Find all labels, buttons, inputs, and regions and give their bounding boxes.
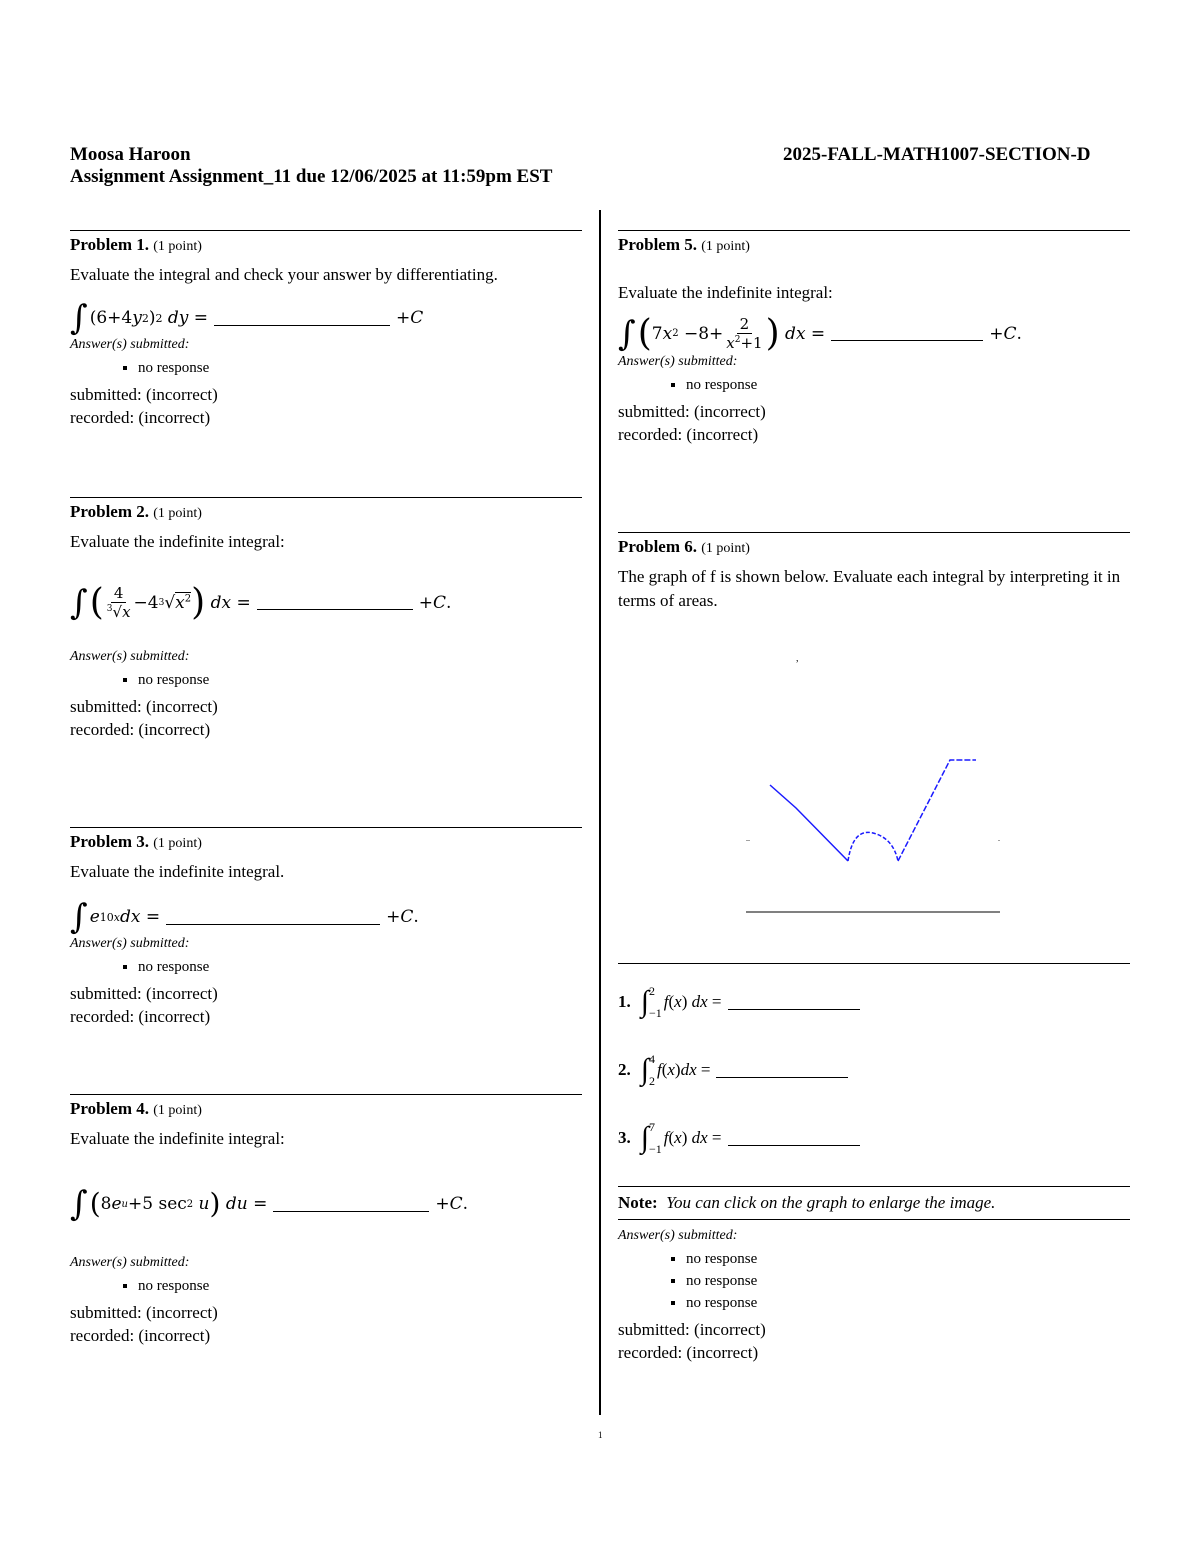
integral-part-2: 2. ∫ 4 2 f ( x ) dx = [618,1036,1130,1104]
problem-title: Problem 6. [618,537,698,556]
problem-5 [618,230,1130,532]
answer-blank[interactable] [214,311,390,326]
integral-expression: ∫ ( 7 x 2 −8+ $\frac{2}{x^2+1}$ ) dx = + C . [618,312,1022,354]
integral-expression: ∫ ( $\frac{4}{^3√x}$ −4 3 √ $x^2$ ) dx = + C . [70,581,452,623]
answers-label: Answer(s) submitted: [618,1228,738,1243]
answer-blank[interactable] [166,910,380,925]
submitted-status: submitted: (incorrect) [618,1320,766,1339]
lower-limit: 2 [648,1074,655,1088]
submitted-status: submitted: (incorrect) [70,1303,218,1322]
response-item: ▪ no response [686,1270,1130,1292]
lower-limit: −1 [648,1142,662,1156]
graph-semicircle [848,832,898,861]
assignment-title: Assignment Assignment_11 due 12/06/2025 at 11:59pm EST [70,166,553,187]
answer-blank[interactable] [728,995,860,1010]
course-id: 2025-FALL-MATH1007-SECTION-D [783,144,1091,165]
points: (1 point) [701,239,750,254]
problem-text: Evaluate the integral and check your answer by differentiating. [70,265,498,284]
response-item: ▪ no response [686,1292,1130,1314]
problem-text: Evaluate the indefinite integral. [70,862,285,881]
recorded-status: recorded: (incorrect) [70,720,211,739]
note-label: Note: [618,1193,658,1212]
problem-6 [618,532,1130,1364]
response-item: ▪ no response [138,669,582,691]
problem-title: Problem 2. [70,502,150,521]
upper-limit: 7 [648,1120,655,1134]
graph-artifact-mark: , [796,653,799,664]
recorded-status: recorded: (incorrect) [70,408,211,427]
problem-3 [70,827,582,1094]
problem-text: The graph of f is shown below. Evaluate each integral by interpreting it in terms of areas. [618,567,1121,610]
column-divider [599,210,601,1415]
response-item: ▪ no response [686,374,1130,396]
note [618,1186,1130,1220]
answer-blank[interactable] [728,1131,860,1146]
answer-blank[interactable] [273,1197,429,1212]
submitted-status: submitted: (incorrect) [70,984,218,1003]
integral-expression: ∫ (6+4 y 2 ) 2 dy = + C [70,298,424,338]
integral-parts [618,963,1130,1172]
answer-blank[interactable] [716,1063,848,1078]
upper-limit: 2 [648,984,655,998]
problem-1 [70,230,582,497]
problem-title: Problem 4. [70,1099,150,1118]
function-graph[interactable] [618,613,1130,953]
problem-text: Evaluate the indefinite integral: [70,1129,285,1148]
answers-label: Answer(s) submitted: [618,354,738,369]
answers-label: Answer(s) submitted: [70,649,190,664]
recorded-status: recorded: (incorrect) [70,1007,211,1026]
response-item: ▪ no response [138,956,582,978]
problem-text: Evaluate the indefinite integral: [70,532,285,551]
part-label: 1. [618,992,631,1011]
problem-4 [70,1094,582,1399]
lower-limit: −1 [648,1006,662,1020]
left-column [70,230,582,1399]
points: (1 point) [153,239,202,254]
response-item: ▪ no response [686,1248,1130,1270]
graph-tick-mark: .. [746,834,750,843]
points: (1 point) [701,541,750,556]
integral-expression: ∫ ( 8 e u +5 sec 2 u ) du = + C . [70,1184,469,1224]
integral-part-3: 3. ∫ 7 −1 f ( x ) dx = [618,1104,1130,1172]
response-item: ▪ no response [138,1275,582,1297]
submitted-status: submitted: (incorrect) [70,697,218,716]
points: (1 point) [153,506,202,521]
upper-limit: 4 [648,1052,655,1066]
recorded-status: recorded: (incorrect) [618,1343,759,1362]
graph-rising-line [898,760,976,861]
submitted-status: submitted: (incorrect) [70,385,218,404]
response-item: ▪ no response [138,357,582,379]
recorded-status: recorded: (incorrect) [618,425,759,444]
recorded-status: recorded: (incorrect) [70,1326,211,1345]
page-number: 1 [598,1430,603,1440]
part-label: 2. [618,1060,631,1079]
problem-text: Evaluate the indefinite integral: [618,283,833,302]
integral-expression: ∫ e 10x dx = + C . [70,897,419,937]
graph-line [770,785,848,861]
integral-part-1: 1. ∫ 2 −1 f ( x ) dx = [618,968,1130,1036]
points: (1 point) [153,836,202,851]
problem-2 [70,497,582,827]
note-text: You can click on the graph to enlarge the image. [666,1193,996,1212]
points: (1 point) [153,1103,202,1118]
right-column [618,230,1130,1364]
problem-title: Problem 1. [70,235,150,254]
answers-label: Answer(s) submitted: [70,1255,190,1270]
answers-label: Answer(s) submitted: [70,936,190,951]
submitted-status: submitted: (incorrect) [618,402,766,421]
answer-blank[interactable] [831,326,983,341]
student-name: Moosa Haroon [70,144,191,165]
answers-label: Answer(s) submitted: [70,337,190,352]
graph-tick-mark: . [998,834,1000,843]
problem-title: Problem 5. [618,235,698,254]
answer-blank[interactable] [257,595,413,610]
problem-title: Problem 3. [70,832,150,851]
part-label: 3. [618,1128,631,1147]
